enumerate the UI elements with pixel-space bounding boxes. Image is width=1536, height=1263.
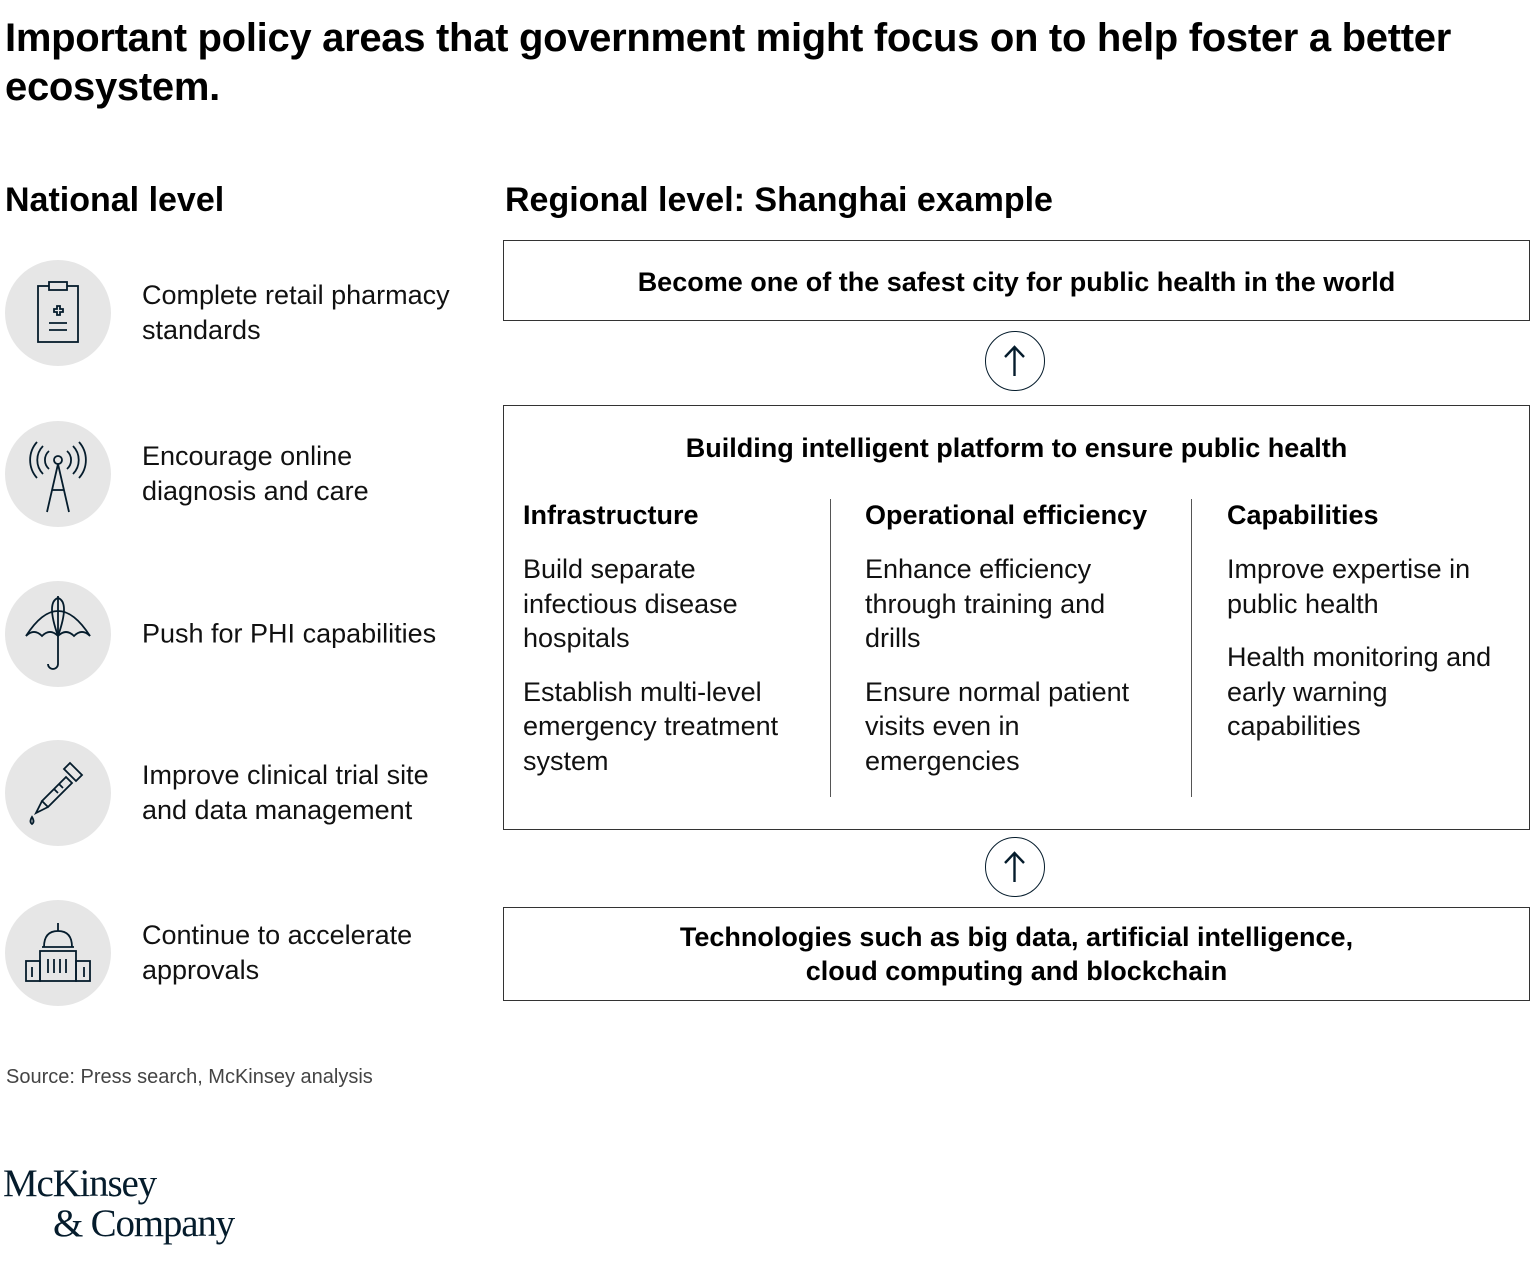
national-item-clinical-trial	[5, 740, 475, 846]
mckinsey-logo	[3, 1158, 263, 1250]
government-building-icon	[5, 900, 111, 1006]
national-item-label: Improve clinical trial site and data management	[142, 760, 429, 825]
technologies-line-1: Technologies such as big data, artificial intelligence,	[679, 922, 1354, 952]
umbrella-icon	[5, 581, 111, 687]
column-divider	[830, 499, 831, 797]
logo-line-1: McKinsey	[3, 1162, 156, 1205]
operational-efficiency-column	[865, 498, 1165, 797]
logo-line-2: & Company	[53, 1202, 234, 1245]
national-item-label: Continue to accelerate approvals	[142, 920, 413, 985]
arrow-up-icon	[985, 331, 1045, 391]
national-level-heading: National level	[5, 181, 225, 219]
column-heading: Infrastructure	[523, 500, 699, 530]
column-divider	[1191, 499, 1192, 797]
page-title: Important policy areas that government might focus on to help foster a better ecosystem.	[5, 16, 1451, 109]
broadcast-tower-icon	[5, 421, 111, 527]
pipette-icon	[5, 740, 111, 846]
national-item-label: Complete retail pharmacy standards	[142, 280, 450, 345]
platform-box	[503, 405, 1530, 830]
column-heading: Operational efficiency	[865, 500, 1148, 530]
technologies-line-2: cloud computing and blockchain	[805, 956, 1228, 986]
column-item: Health monitoring and early warning capabilities	[1227, 642, 1492, 741]
top-goal-box	[503, 240, 1530, 321]
national-item-phi	[5, 581, 475, 687]
national-item-pharmacy	[5, 260, 475, 366]
top-goal-text: Become one of the safest city for public health in the world	[637, 267, 1396, 297]
column-item: Build separate infectious disease hospitals	[523, 554, 738, 653]
national-item-online-care	[5, 421, 475, 527]
arrow-up-icon	[985, 837, 1045, 897]
capabilities-column	[1227, 498, 1522, 763]
column-item: Improve expertise in public health	[1227, 554, 1471, 619]
infrastructure-column	[523, 498, 813, 797]
platform-title: Building intelligent platform to ensure public health	[685, 433, 1348, 463]
column-item: Establish multi-level emergency treatment system	[523, 676, 779, 776]
column-item: Enhance efficiency through training and drills	[865, 554, 1106, 653]
technologies-box	[503, 907, 1530, 1001]
national-item-label: Push for PHI capabilities	[142, 618, 437, 649]
regional-level-heading: Regional level: Shanghai example	[505, 181, 1053, 219]
clipboard-medical-icon	[5, 260, 111, 366]
source-note: Source: Press search, McKinsey analysis	[6, 1066, 373, 1088]
national-item-approvals	[5, 900, 475, 1006]
column-heading: Capabilities	[1227, 500, 1379, 530]
national-item-label: Encourage online diagnosis and care	[142, 441, 369, 506]
column-item: Ensure normal patient visits even in emergencies	[865, 676, 1130, 776]
